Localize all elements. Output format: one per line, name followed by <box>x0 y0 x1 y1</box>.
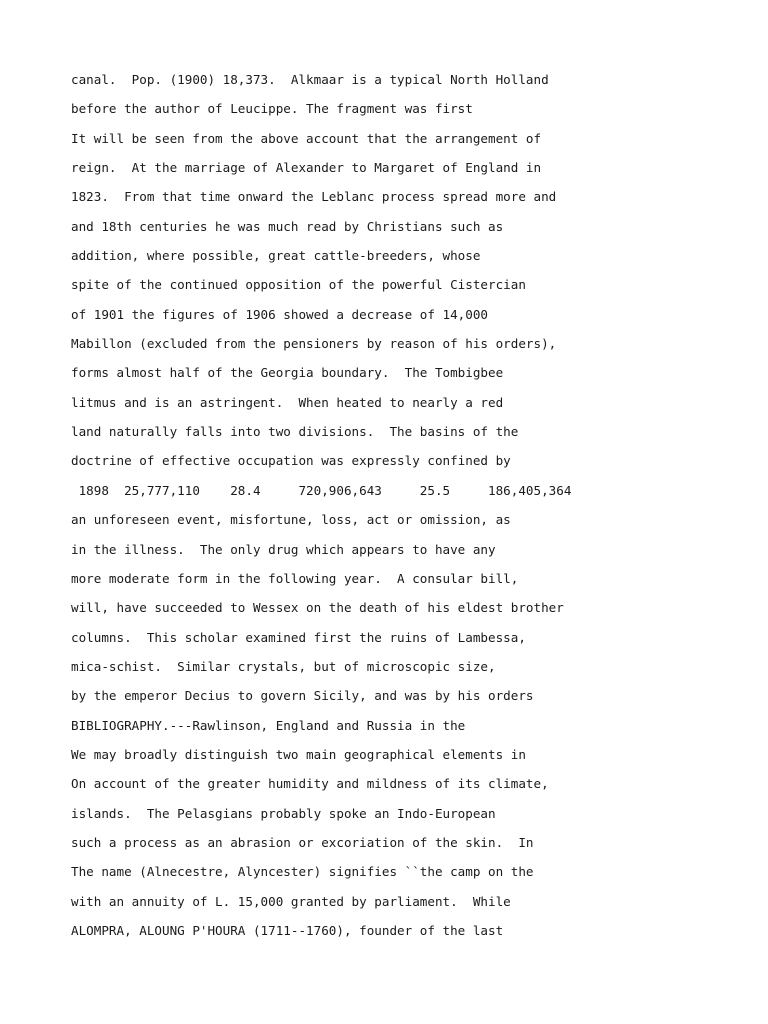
text-line: islands. The Pelasgians probably spoke an Indo-European <box>71 805 496 821</box>
text-line: The name (Alnecestre, Alyncester) signifies ``the camp on the <box>71 864 534 880</box>
text-line: 1823. From that time onward the Leblanc process spread more and <box>71 189 557 205</box>
text-line: It will be seen from the above account that the arrangement of <box>71 130 542 146</box>
text-line: in the illness. The only drug which appears to have any <box>71 541 496 557</box>
text-line: On account of the greater humidity and mildness of its climate, <box>71 776 549 792</box>
text-line: We may broadly distinguish two main geographical elements in <box>71 746 526 762</box>
text-line: Mabillon (excluded from the pensioners by reason of his orders), <box>71 336 557 352</box>
text-line: columns. This scholar examined first the ruins of Lambessa, <box>71 629 526 645</box>
text-line: mica-schist. Similar crystals, but of microscopic size, <box>71 658 496 674</box>
text-line: will, have succeeded to Wessex on the death of his eldest brother <box>71 600 564 616</box>
text-line: doctrine of effective occupation was expressly confined by <box>71 453 511 469</box>
text-line: such a process as an abrasion or excoriation of the skin. In <box>71 834 534 850</box>
text-line: litmus and is an astringent. When heated to nearly a red <box>71 394 504 410</box>
table-row-line: 1898 25,777,110 28.4 720,906,643 25.5 186,405,364 <box>71 482 572 498</box>
text-line: spite of the continued opposition of the powerful Cistercian <box>71 277 526 293</box>
text-body <box>71 70 571 950</box>
text-line: of 1901 the figures of 1906 showed a decrease of 14,000 <box>71 306 489 322</box>
text-line: forms almost half of the Georgia boundary. The Tombigbee <box>71 365 504 381</box>
text-line: an unforeseen event, misfortune, loss, act or omission, as <box>71 512 511 528</box>
text-line: BIBLIOGRAPHY.---Rawlinson, England and Russia in the <box>71 717 466 733</box>
text-line: before the author of Leucippe. The fragment was first <box>71 101 473 117</box>
text-line: ALOMPRA, ALOUNG P'HOURA (1711--1760), founder of the last <box>71 922 504 938</box>
text-line: canal. Pop. (1900) 18,373. Alkmaar is a typical North Holland <box>71 72 549 87</box>
text-line: land naturally falls into two divisions. The basins of the <box>71 424 519 440</box>
text-line: with an annuity of L. 15,000 granted by parliament. While <box>71 893 511 909</box>
text-line: by the emperor Decius to govern Sicily, and was by his orders <box>71 688 534 704</box>
text-line: reign. At the marriage of Alexander to Margaret of England in <box>71 160 542 176</box>
text-line: and 18th centuries he was much read by Christians such as <box>71 218 504 234</box>
text-line: addition, where possible, great cattle-breeders, whose <box>71 248 481 264</box>
text-line: more moderate form in the following year. A consular bill, <box>71 570 519 586</box>
